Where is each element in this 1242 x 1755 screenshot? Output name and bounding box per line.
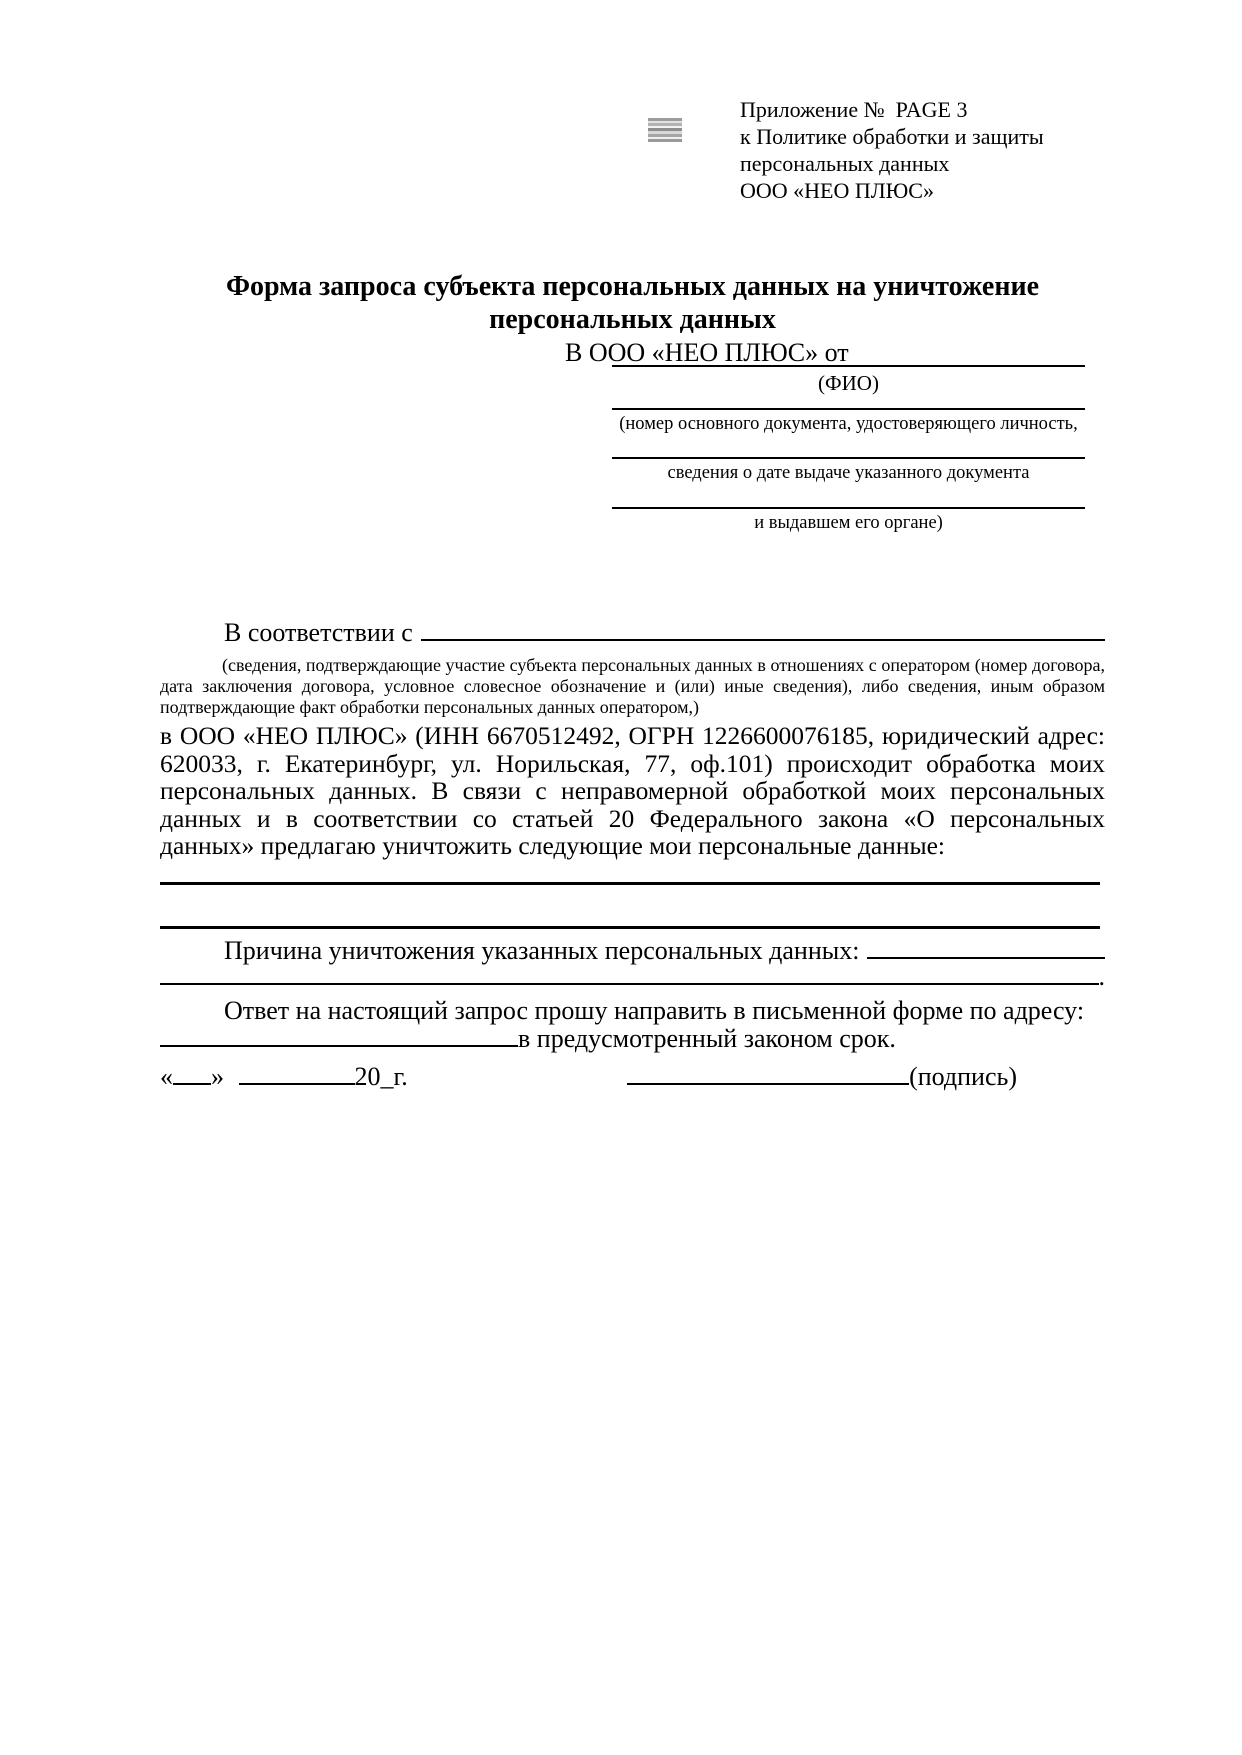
form-title: Форма запроса субъекта персональных данных на уничтожение персональных данных [225,271,1040,335]
signature-blank-line[interactable] [627,1083,909,1085]
issuing-authority-caption: и выдавшем его органе) [754,513,943,533]
reason-blank-line[interactable] [867,957,1105,959]
response-tail-text: в предусмотренный законом срок. [518,1024,896,1053]
month-blank-line[interactable] [239,1083,355,1085]
date-signature-row [160,1062,1105,1092]
reason-continuation-row [160,962,1105,992]
addressee-line: В ООО «НЕО ПЛЮС» от [565,338,849,367]
document-number-caption: (номер основного документа, удостоверяющего личность, [619,414,1078,434]
date-field [160,1062,408,1092]
header-policy-line-2: персональных данных [740,151,950,176]
address-row [160,1024,1105,1054]
header-block [740,96,1090,204]
reason-continuation-blank-line[interactable] [160,983,1099,985]
response-request-text: Ответ на настоящий запрос прошу направить в письменной форме по адресу: [224,996,1085,1025]
personal-data-blank-line-1[interactable] [160,882,1100,885]
header-policy-line-1: к Политике обработки и защиты [740,124,1044,149]
accordance-lead: В соответствии с [224,618,413,647]
pixelated-image-icon [648,118,682,142]
document-number-blank-line[interactable] [612,408,1085,410]
sentence-period: . [1098,962,1105,991]
day-blank-line[interactable] [173,1083,211,1085]
fio-blank-line[interactable] [612,365,1085,367]
signature-field [627,1062,1017,1092]
signature-caption: (подпись) [909,1062,1017,1091]
header-appendix-line: Приложение № PAGE 3 [740,97,968,122]
fio-caption: (ФИО) [818,371,879,395]
reason-label: Причина уничтожения указанных персональных данных: [224,936,860,965]
address-blank-line[interactable] [160,1045,518,1047]
issue-date-caption: сведения о дате выдаче указанного документа [667,463,1030,483]
footnote-text: (сведения, подтверждающие участие субъекта персональных данных в отношениях с оператором (номер договора, дата заключения договора, условное словесное обозначение и (или) иные сведения), либо сведения, иным образом подтверждающие факт обработки персональных данных оператором,) [160,655,1105,717]
issuing-authority-blank-line[interactable] [612,507,1085,509]
accordance-blank-line[interactable] [421,639,1105,641]
year-label: 20_г. [354,1062,408,1091]
quote-close: » [211,1062,224,1091]
accordance-row [160,618,1105,648]
issue-date-blank-line[interactable] [612,457,1085,459]
quote-open: « [160,1062,173,1091]
personal-data-blank-line-2[interactable] [160,926,1100,929]
header-company: ООО «НЕО ПЛЮС» [740,178,934,203]
body-paragraph: в ООО «НЕО ПЛЮС» (ИНН 6670512492, ОГРН 1226600076185, юридический адрес: 620033, г. Екатеринбург, ул. Норильская, 77, оф.101) происходит обработка моих персональных данных. В связи с неправомерной обработкой моих персональных данных и в соответствии со статьей 20 Федерального закона «О персональных данных» предлагаю уничтожить следующие мои персональные данные: [160,721,1105,860]
